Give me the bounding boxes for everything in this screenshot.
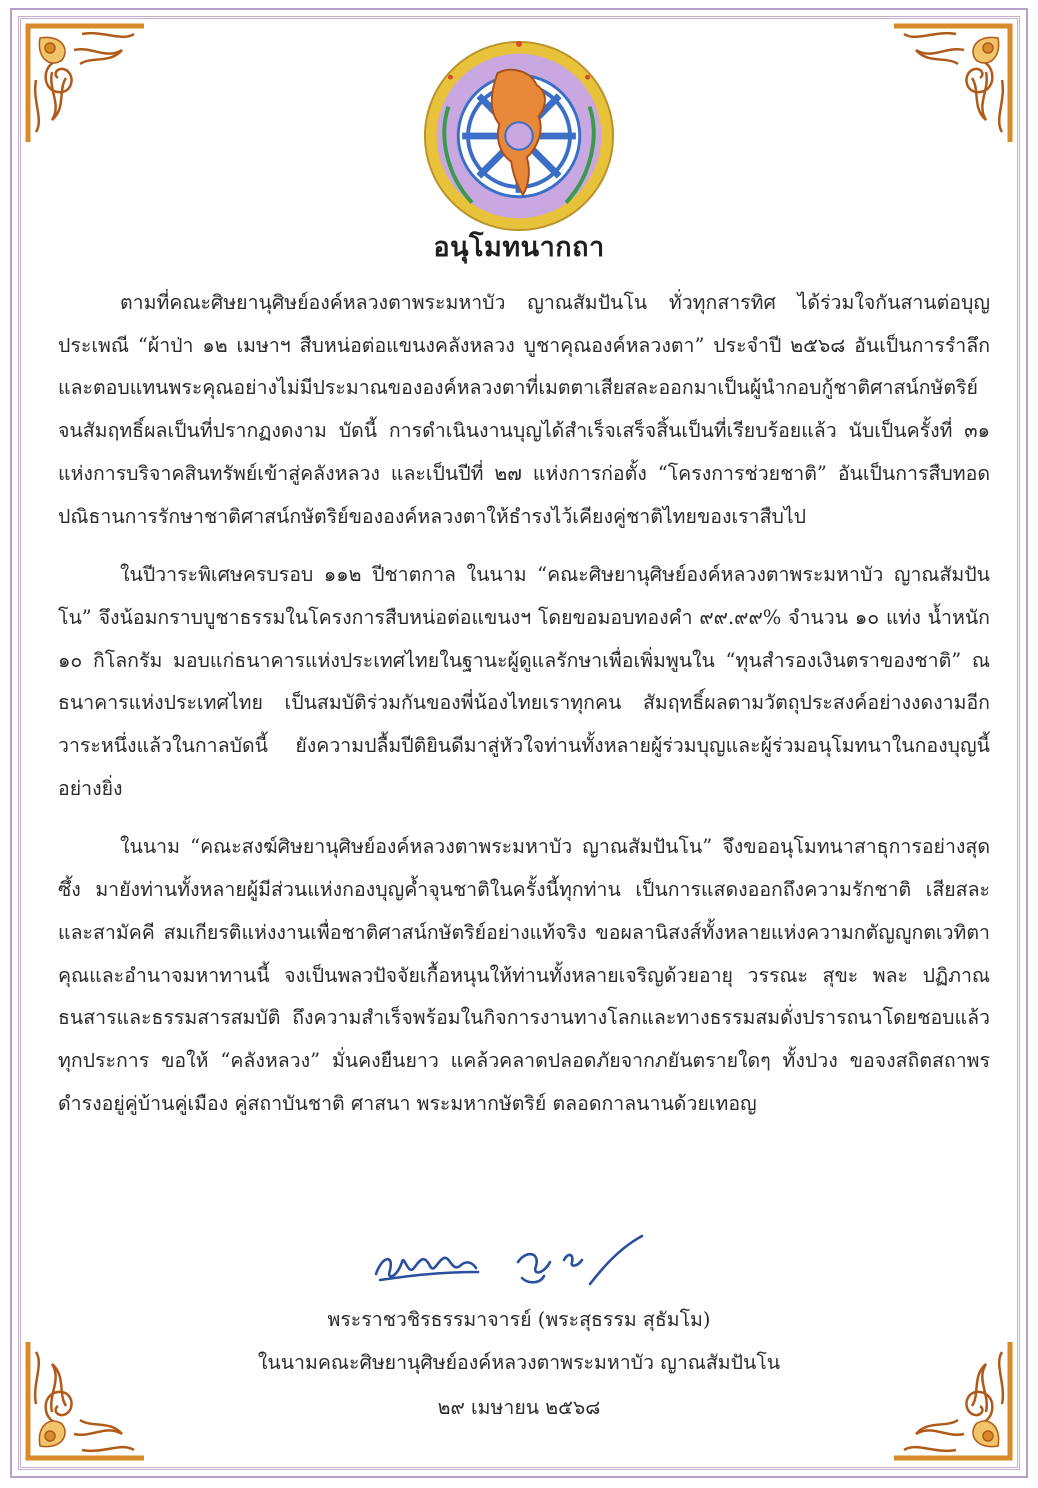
paragraph-2: ในปีวาระพิเศษครบรอบ ๑๑๒ ปีชาตกาล ในนาม “คณะศิษยานุศิษย์องค์หลวงตาพระมหาบัว ญาณสัมปันโน” จึงน้อมกราบบูชาธรรมในโครงการสืบหน่อต่อแขนงฯ โดยขอมอบทองคำ ๙๙.๙๙% จำนวน ๑๐ แท่ง น้ำหนัก ๑๐ กิโลกรัม มอบแก่ธนาคารแห่งประเทศไทยในฐานะผู้ดูแลรักษาเพื่อเพิ่มพูนใน “ทุนสำรองเงินตราของชาติ” ณ ธนาคารแห่งประเทศไทย เป็นสมบัติร่วมกันของพี่น้องไทยเราทุกคน สัมฤทธิ์ผลตามวัตถุประสงค์อย่างงดงามอีกวาระหนึ่งแล้วในกาลบัดนี้ ยังความปลื้มปีติยินดีมาสู่หัวใจท่านทั้งหลายผู้ร่วมบุญและผู้ร่วมอนุโมทนาในกองบุญนี้อย่างยิ่ง bbox=[58, 563, 990, 800]
corner-ornament-top-left bbox=[22, 20, 150, 148]
paragraph-1: ตามที่คณะศิษยานุศิษย์องค์หลวงตาพระมหาบัว ญาณสัมปันโน ทั่วทุกสารทิศ ได้ร่วมใจกันสานต่อบุญประเพณี “ผ้าป่า ๑๒ เมษาฯ สืบหน่อต่อแขนงคลังหลวง บูชาคุณองค์หลวงตา” ประจำปี ๒๕๖๘ อันเป็นการรำลึกและตอบแทนพระคุณอย่างไม่มีประมาณขององค์หลวงตาที่เมตตาเสียสละออกมาเป็นผู้นำกอบกู้ชาติศาสน์กษัตริย์จนสัมฤทธิ์ผลเป็นที่ปรากฏงดงาม บัดนี้ การดำเนินงานบุญได้สำเร็จเสร็จสิ้นเป็นที่เรียบร้อยแล้ว นับเป็นครั้งที่ ๓๑ แห่งการบริจาคสินทรัพย์เข้าสู่คลังหลวง และเป็นปีที่ ๒๗ แห่งการก่อตั้ง “โครงการช่วยชาติ” อันเป็นการสืบทอดปณิธานการรักษาชาติศาสน์กษัตริย์ขององค์หลวงตาให้ธำรงไว้เคียงคู่ชาติไทยของเราสืบไป bbox=[58, 291, 990, 528]
document-title: อนุโมทนากถา bbox=[433, 232, 605, 263]
document-date: ๒๙ เมษายน ๒๕๖๘ bbox=[437, 1396, 601, 1419]
paragraph-3: ในนาม “คณะสงฆ์ศิษยานุศิษย์องค์หลวงตาพระมหาบัว ญาณสัมปันโน” จึงขออนุโมทนาสาธุการอย่างสุดซึ้ง มายังท่านทั้งหลายผู้มีส่วนแห่งกองบุญค้ำจุนชาติในครั้งนี้ทุกท่าน เป็นการแสดงออกถึงความรักชาติ เสียสละ และสามัคคี สมเกียรติแห่งงานเพื่อชาติศาสน์กษัตริย์อย่างแท้จริง ขอผลานิสงส์ทั้งหลายแห่งความกตัญญูกตเวทิตาคุณและอำนาจมหาทานนี้ จงเป็นพลวปัจจัยเกื้อหนุนให้ท่านทั้งหลายเจริญด้วยอายุ วรรณะ สุขะ พละ ปฏิภาณ ธนสารและธรรมสารสมบัติ ถึงความสำเร็จพร้อมในกิจการงานทางโลกและทางธรรมสมดั่งปรารถนาโดยชอบแล้วทุกประการ ขอให้ “คลังหลวง” มั่นคงยืนยาว แคล้วคลาดปลอดภัยจากภยันตรายใดๆ ทั้งปวง ขอจงสถิตสถาพรดำรงอยู่คู่บ้านคู่เมือง คู่สถาบันชาติ ศาสนา พระมหากษัตริย์ ตลอดกาลนานด้วยเทอญ bbox=[58, 835, 990, 1115]
letter-body bbox=[58, 282, 990, 1141]
corner-ornament-top-right bbox=[888, 20, 1016, 148]
group-emblem-logo bbox=[421, 38, 617, 234]
signer-name: พระราชวชิรธรรมาจารย์ (พระสุธรรม สุธัมโม) bbox=[327, 1308, 711, 1331]
handwritten-signature bbox=[368, 1232, 668, 1296]
signer-on-behalf: ในนามคณะศิษยานุศิษย์องค์หลวงตาพระมหาบัว ญาณสัมปันโน bbox=[257, 1351, 781, 1374]
